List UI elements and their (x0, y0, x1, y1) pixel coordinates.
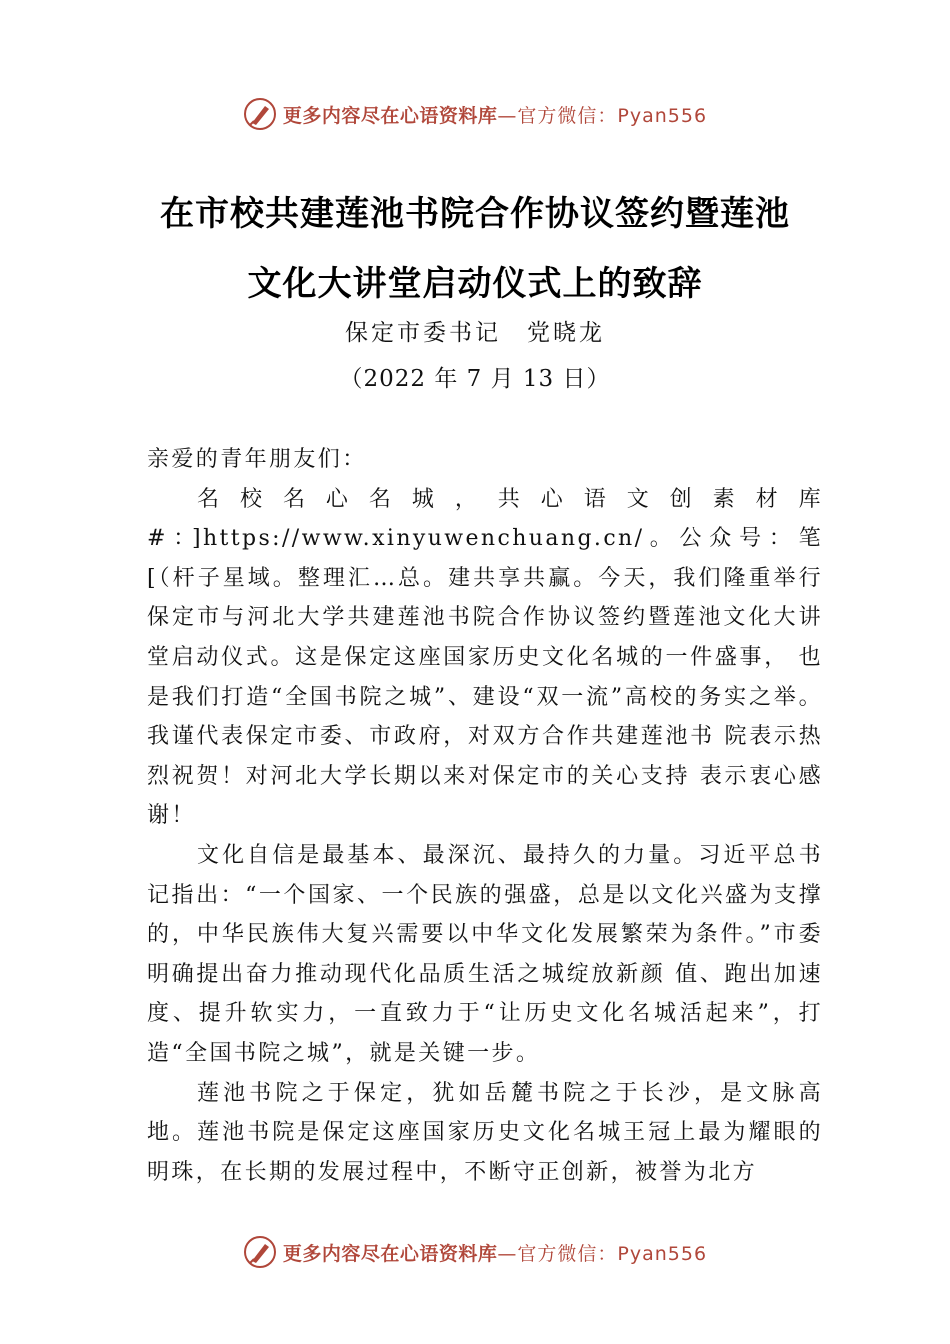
pen-logo-icon (243, 97, 277, 131)
greeting: 亲爱的青年朋友们： (147, 447, 367, 472)
document-body (147, 440, 823, 1192)
author-byline: 保定市委书记 党晓龙 (345, 320, 605, 346)
paragraph-1: 名校名心名城，共心语文创素材库#：]https://www.xinyuwenchuang.cn/。公众号：笔[（杆子星域。整理汇…总。建共享共赢。今天，我们隆重举行保定市与河北大学共建莲池书院合作协议签约暨莲池文化大讲堂启动仪式。这是保定这座国家历史文化名城的一件盛事， 也是我们打造“全国书院之城”、建设“双一流”高校的务实之举。我谨代表保定市委、市政府，对双方合作共建莲池书 院表示热烈祝贺！对河北大学长期以来对保定市的关心支持 表示衷心感谢！ (147, 486, 823, 829)
watermark-sub-text: —官方微信：Pyan556 (497, 1242, 708, 1265)
paragraph-3: 莲池书院之于保定，犹如岳麓书院之于长沙，是文脉高地。莲池书院是保定这座国家历史文化名城王冠上最为耀眼的明珠，在长期的发展过程中，不断守正创新，被誉为北方 (147, 1080, 823, 1185)
speech-date: （2022 年 7 月 13 日） (339, 366, 611, 392)
watermark-sub-text: —官方微信：Pyan556 (497, 104, 708, 127)
paragraph-2: 文化自信是最基本、最深沉、最持久的力量。习近平总书记指出：“一个国家、一个民族的强盛，总是以文化兴盛为支撑的，中华民族伟大复兴需要以中华文化发展繁荣为条件。”市委明确提出奋力推动现代化品质生活之城绽放新颜 值、跑出加速度、提升软实力，一直致力于“让历史文化名城活起来”，打造“全国书院之城”，就是关键一步。 (147, 842, 823, 1066)
footer-watermark (0, 1232, 950, 1272)
header-watermark (0, 94, 950, 134)
watermark-main-text: 更多内容尽在心语资料库 (282, 104, 498, 127)
document-title-line-1: 在市校共建莲池书院合作协议签约暨莲池 (160, 194, 790, 234)
document-title-line-2: 文化大讲堂启动仪式上的致辞 (247, 264, 703, 304)
watermark-main-text: 更多内容尽在心语资料库 (282, 1242, 498, 1265)
pen-logo-icon (243, 1235, 277, 1269)
